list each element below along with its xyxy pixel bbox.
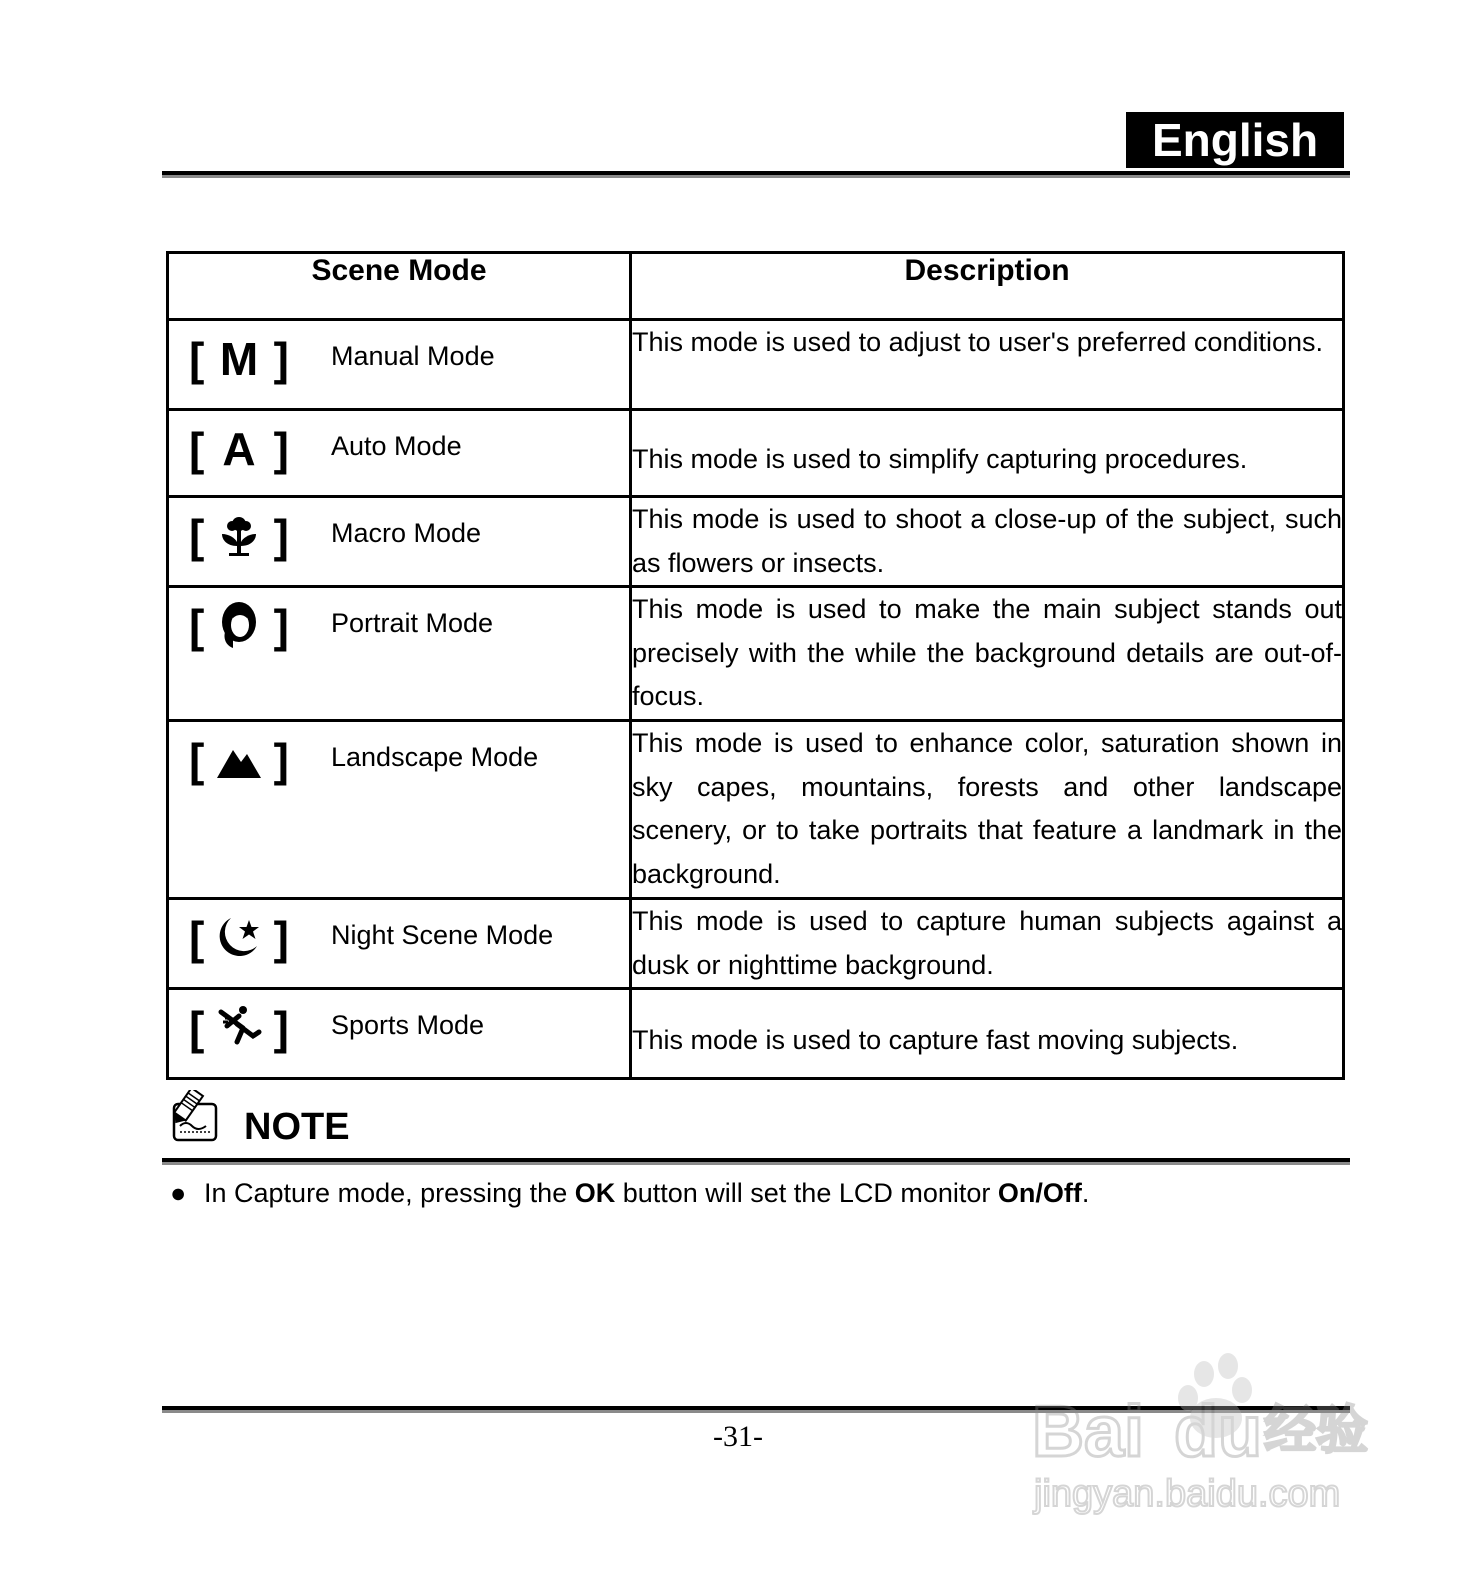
night-moon-star-icon: [ ] (189, 912, 289, 964)
mode-cell (168, 320, 631, 410)
table-row (168, 721, 1344, 899)
svg-text:du: du (1174, 1392, 1262, 1472)
mode-cell (168, 497, 631, 587)
svg-text:经验: 经验 (1264, 1401, 1369, 1461)
column-header-description: Description (631, 253, 1344, 320)
mode-cell (168, 899, 631, 989)
mode-description: This mode is used to make the main subject stands out precisely with the while the background details are out-of-focus. (631, 587, 1344, 721)
table-row (168, 497, 1344, 587)
mode-description: This mode is used to capture fast moving subjects. (631, 989, 1344, 1079)
portrait-head-icon: [ ] (189, 600, 289, 652)
svg-text:jingyan.baidu.com: jingyan.baidu.com (1034, 1473, 1341, 1515)
landscape-mountain-icon: [ ] (189, 734, 289, 786)
on-off-label: On/Off (997, 1178, 1082, 1208)
table-header-row (168, 253, 1344, 320)
svg-text:Bai: Bai (1032, 1392, 1145, 1472)
macro-flower-icon: [ ] (189, 510, 289, 562)
mode-description: This mode is used to enhance color, saturation shown in sky capes, mountains, forests and other landscape scenery, or to take portraits that feature a landmark in the background. (631, 721, 1344, 899)
note-memo-icon (166, 1090, 222, 1146)
note-rule (162, 1158, 1350, 1162)
mode-label: Manual Mode (331, 341, 495, 371)
mode-label: Night Scene Mode (331, 920, 554, 950)
sports-runner-icon: [ ] (189, 1002, 289, 1054)
note-title: NOTE (244, 1106, 350, 1148)
mode-cell (168, 587, 631, 721)
header-rule (162, 171, 1350, 175)
scene-mode-table (166, 251, 1345, 1080)
table-row (168, 587, 1344, 721)
mode-description: This mode is used to adjust to user's preferred conditions. (631, 320, 1344, 410)
mode-cell (168, 410, 631, 497)
mode-label: Auto Mode (331, 431, 462, 461)
mode-description: This mode is used to simplify capturing procedures. (631, 410, 1344, 497)
manual-mode-icon: [ M ] (189, 333, 289, 385)
mode-label: Macro Mode (331, 518, 482, 548)
ok-button-label: OK (574, 1178, 616, 1208)
column-header-scene-mode: Scene Mode (168, 253, 631, 320)
auto-mode-icon: [ A ] (189, 423, 289, 475)
mode-description: This mode is used to shoot a close-up of the subject, such as flowers or insects. (631, 497, 1344, 587)
table-row (168, 899, 1344, 989)
mode-label: Portrait Mode (331, 608, 494, 638)
mode-label: Landscape Mode (331, 742, 539, 772)
table-row (168, 320, 1344, 410)
table-row (168, 989, 1344, 1079)
language-tab: English (1126, 112, 1344, 168)
note-bullet-item: ● In Capture mode, pressing the OK button will set the LCD monitor On/Off. (170, 1178, 1090, 1208)
table-row (168, 410, 1344, 497)
bullet-dot-icon: ● (170, 1178, 187, 1208)
page-number: -31- (713, 1420, 763, 1453)
mode-cell (168, 989, 631, 1079)
mode-cell (168, 721, 631, 899)
mode-description: This mode is used to capture human subjects against a dusk or nighttime background. (631, 899, 1344, 989)
mode-label: Sports Mode (331, 1010, 485, 1040)
baidu-watermark-logo (1028, 1348, 1372, 1518)
